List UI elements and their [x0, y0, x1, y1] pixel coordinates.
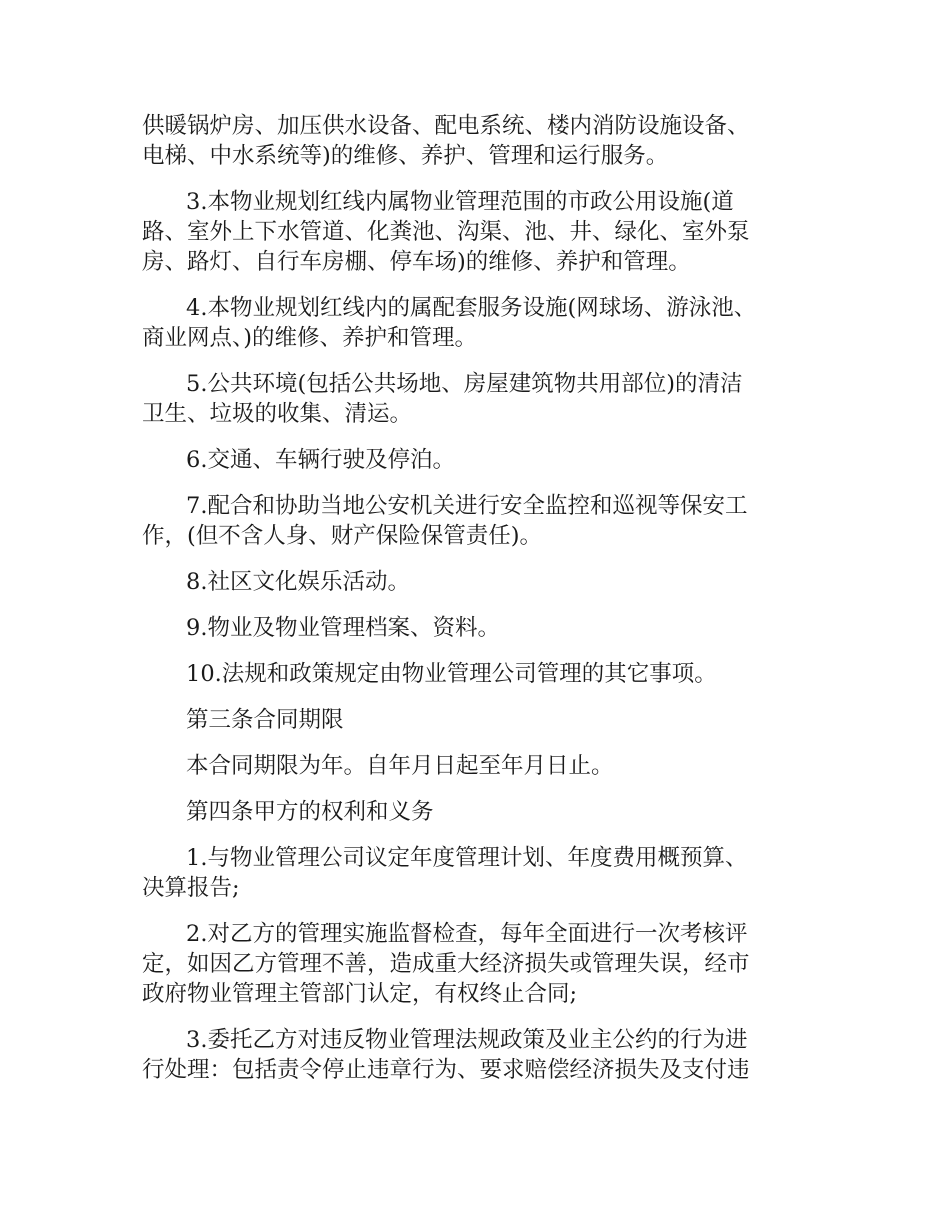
paragraph-5 [142, 445, 814, 475]
text-line: 9.物业及物业管理档案、资料。 [186, 615, 500, 641]
paragraph-8 [142, 613, 814, 643]
text-line: 第四条甲方的权利和义务 [186, 799, 434, 825]
text-line: 10.法规和政策规定由物业管理公司管理的其它事项。 [186, 661, 717, 687]
text-line: 房、路灯、自行车房棚、停车场)的维修、养护和管理。 [142, 249, 691, 275]
text-line: 2.对乙方的管理实施监督检查，每年全面进行一次考核评 [186, 921, 748, 947]
text-line: 7.配合和协助当地公安机关进行安全监控和巡视等保安工 [186, 493, 748, 519]
document-body [142, 111, 814, 1101]
text-line: 供暖锅炉房、加压供水设备、配电系统、楼内消防设施设备、 [142, 113, 750, 139]
text-line: 路、室外上下水管道、化粪池、沟渠、池、井、绿化、室外泵 [142, 219, 750, 245]
section-heading-term [142, 705, 814, 735]
text-line: 3.本物业规划红线内属物业管理范围的市政公用设施(道 [186, 189, 734, 215]
text-line: 5.公共环境(包括公共场地、房屋建筑物共用部位)的清洁 [186, 371, 743, 397]
paragraph-13 [142, 843, 814, 903]
text-line: 8.社区文化娱乐活动。 [186, 569, 410, 595]
text-line: 商业网点、)的维修、养护和管理。 [142, 325, 478, 351]
paragraph-3 [142, 293, 814, 353]
text-line: 卫生、垃圾的收集、清运。 [142, 401, 413, 427]
paragraph-4 [142, 369, 814, 429]
paragraph-14 [142, 919, 814, 1009]
text-line: 决算报告; [142, 875, 240, 901]
text-line: 作，(但不含人身、财产保险保管责任)。 [142, 523, 543, 549]
text-line: 定，如因乙方管理不善，造成重大经济损失或管理失误，经市 [142, 951, 750, 977]
section-heading-party-a [142, 797, 814, 827]
text-line: 4.本物业规划红线内的属配套服务设施(网球场、游泳池、 [186, 295, 757, 321]
text-line: 3.委托乙方对违反物业管理法规政策及业主公约的行为进 [186, 1027, 748, 1053]
text-line: 6.交通、车辆行驶及停泊。 [186, 447, 455, 473]
text-line: 电梯、中水系统等)的维修、养护、管理和运行服务。 [142, 143, 669, 169]
paragraph-15 [142, 1025, 814, 1085]
paragraph-6 [142, 491, 814, 551]
paragraph-2 [142, 187, 814, 277]
text-line: 政府物业管理主管部门认定，有权终止合同; [142, 981, 578, 1007]
paragraph-7 [142, 567, 814, 597]
paragraph-9 [142, 659, 814, 689]
text-line: 1.与物业管理公司议定年度管理计划、年度费用概预算、 [186, 845, 748, 871]
paragraph-11 [142, 751, 814, 781]
text-line: 本合同期限为年。自年月日起至年月日止。 [186, 753, 614, 779]
text-line: 行处理：包括责令停止违章行为、要求赔偿经济损失及支付违 [142, 1057, 750, 1083]
text-line: 第三条合同期限 [186, 707, 344, 733]
paragraph-1 [142, 111, 814, 171]
